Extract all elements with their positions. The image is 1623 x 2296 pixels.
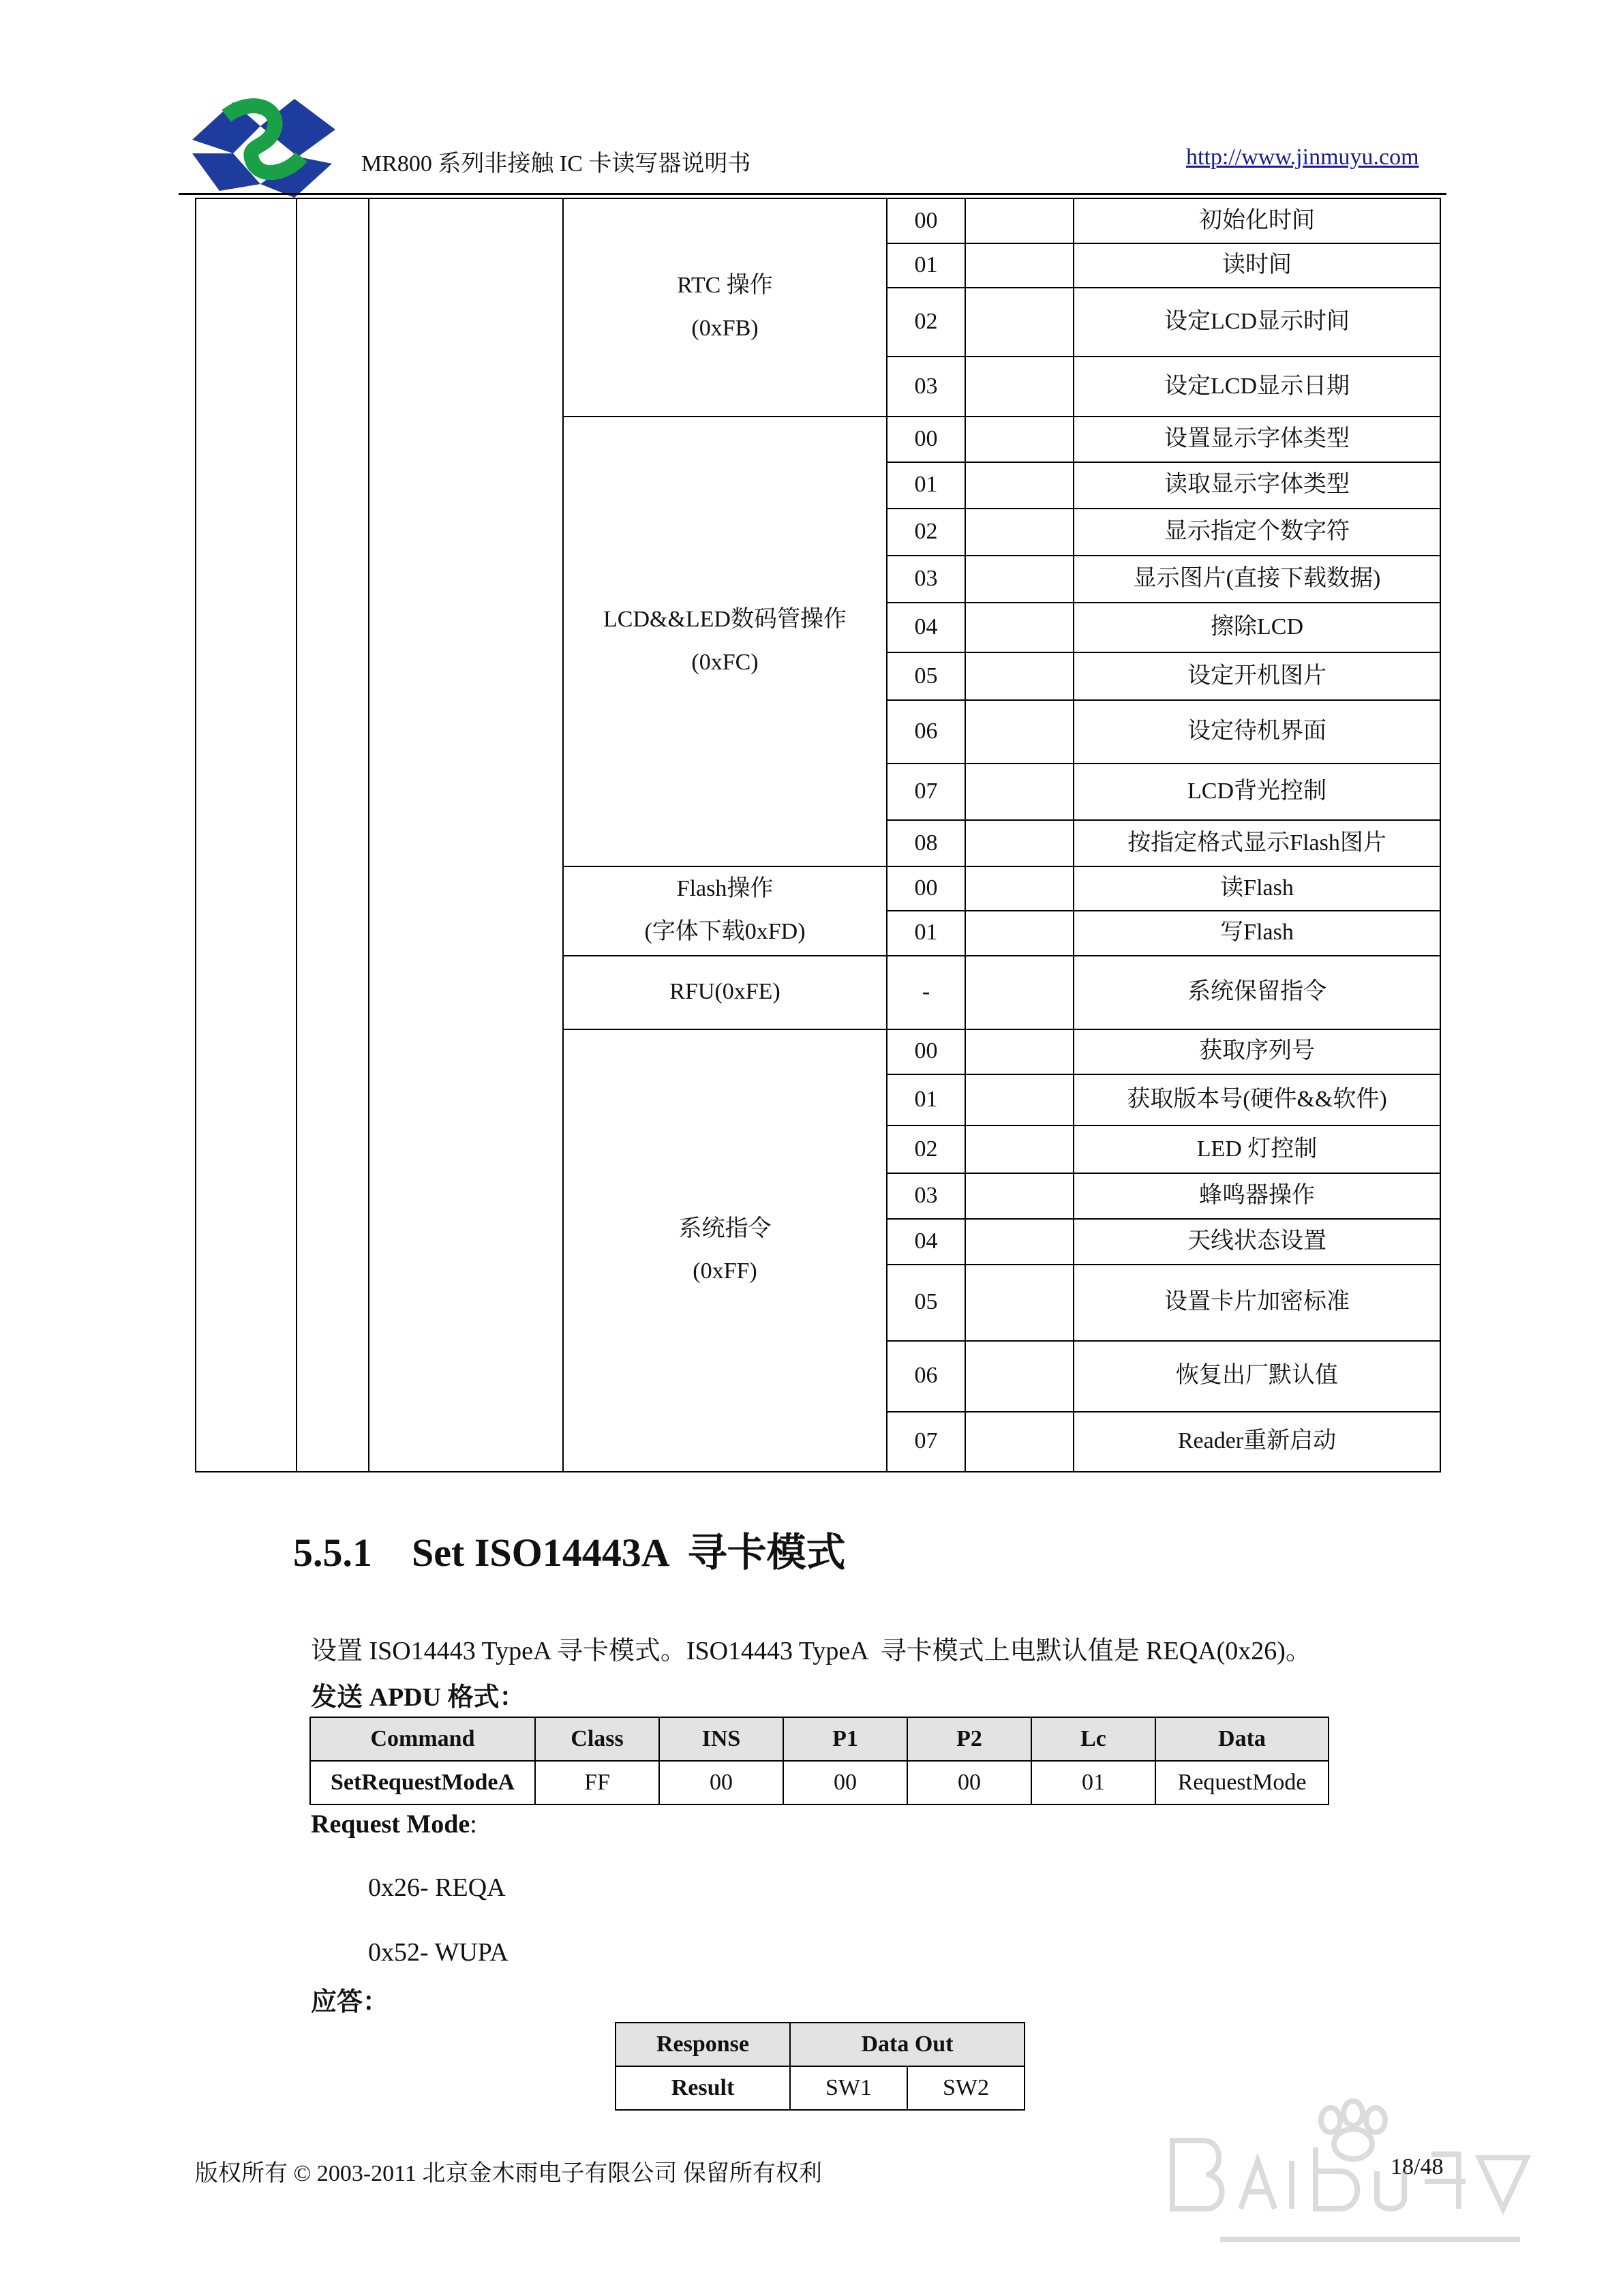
group-cell-system: 系统指令 (0xFF) — [563, 1029, 887, 1472]
table-header-row — [616, 2023, 1025, 2066]
blank-cell — [965, 1029, 1074, 1074]
page-number: 18/48 — [1391, 2154, 1444, 2179]
request-mode-item: 0x52- WUPA — [368, 1938, 509, 1967]
p-code: 01 — [887, 1074, 965, 1126]
p-code: 04 — [887, 603, 965, 652]
p-code: 01 — [887, 462, 965, 509]
p-code: 02 — [887, 288, 965, 357]
p-code: 07 — [887, 764, 965, 820]
intro-paragraph: 设置 ISO14443 TypeA 寻卡模式。ISO14443 TypeA 寻卡模式上电默认值是 REQA(0x26)。 — [311, 1637, 1311, 1665]
website-link[interactable]: http://www.jinmuyu.com — [1186, 145, 1419, 170]
blank-cell — [196, 198, 297, 1472]
command-desc: 蜂鸣器操作 — [1074, 1173, 1440, 1219]
blank-cell — [965, 911, 1074, 956]
command-desc: 恢复出厂默认值 — [1074, 1341, 1440, 1412]
p-code: 01 — [887, 911, 965, 956]
table-cell: 00 — [907, 1761, 1031, 1804]
command-desc: 读取显示字体类型 — [1074, 462, 1440, 509]
group-cell-lcd: LCD&&LED数码管操作 (0xFC) — [563, 417, 887, 866]
p-code: 03 — [887, 357, 965, 417]
blank-cell — [965, 866, 1074, 911]
table-row — [616, 2066, 1025, 2110]
header-divider — [179, 193, 1446, 195]
blank-cell — [965, 1341, 1074, 1412]
command-desc: 写Flash — [1074, 911, 1440, 956]
blank-cell — [965, 764, 1074, 820]
command-desc: 获取版本号(硬件&&软件) — [1074, 1074, 1440, 1126]
p-code: 02 — [887, 1126, 965, 1173]
blank-cell — [965, 357, 1074, 417]
blank-cell — [965, 1412, 1074, 1472]
table-cell: SW2 — [907, 2066, 1025, 2110]
column-header: Command — [310, 1717, 535, 1761]
command-desc: 读时间 — [1074, 243, 1440, 288]
blank-cell — [965, 1173, 1074, 1219]
p-code: 07 — [887, 1412, 965, 1472]
column-header: Class — [535, 1717, 659, 1761]
command-desc: 显示图片(直接下载数据) — [1074, 556, 1440, 603]
p-code: 05 — [887, 652, 965, 700]
p-code: 06 — [887, 700, 965, 764]
blank-cell — [965, 1219, 1074, 1265]
command-table — [195, 198, 1441, 1472]
group-cell-rfu: RFU(0xFE) — [563, 956, 887, 1029]
blank-cell — [965, 820, 1074, 866]
p-code: 08 — [887, 820, 965, 866]
table-cell: 00 — [659, 1761, 783, 1804]
p-code: 00 — [887, 1029, 965, 1074]
blank-cell — [965, 603, 1074, 652]
command-desc: 设定开机图片 — [1074, 652, 1440, 700]
column-header: Lc — [1031, 1717, 1155, 1761]
p-code: 05 — [887, 1265, 965, 1340]
request-mode-label: Request Mode: — [311, 1810, 477, 1839]
p-code: 03 — [887, 556, 965, 603]
command-desc: 获取序列号 — [1074, 1029, 1440, 1074]
blank-cell — [965, 1265, 1074, 1340]
command-desc: 初始化时间 — [1074, 198, 1440, 243]
table-cell: 01 — [1031, 1761, 1155, 1804]
blank-cell — [965, 1074, 1074, 1126]
blank-cell — [965, 956, 1074, 1029]
group-cell-flash: Flash操作 (字体下载0xFD) — [563, 866, 887, 956]
command-desc: 设定LCD显示日期 — [1074, 357, 1440, 417]
p-code: 00 — [887, 417, 965, 462]
request-mode-item: 0x26- REQA — [368, 1873, 506, 1902]
section-heading — [293, 1520, 845, 1577]
column-header: Data — [1155, 1717, 1329, 1761]
p-code: 00 — [887, 198, 965, 243]
command-desc: 按指定格式显示Flash图片 — [1074, 820, 1440, 866]
command-desc: LCD背光控制 — [1074, 764, 1440, 820]
company-logo — [179, 89, 342, 201]
section-number: 5.5.1 — [293, 1530, 372, 1575]
table-cell: SW1 — [790, 2066, 907, 2110]
table-row — [310, 1761, 1329, 1804]
watermark-icon — [1159, 2093, 1541, 2263]
copyright-footer: 版权所有 © 2003-2011 北京金木雨电子有限公司 保留所有权利 — [195, 2161, 822, 2186]
document-title: MR800 系列非接触 IC 卡读写器说明书 — [361, 151, 751, 177]
blank-cell — [965, 243, 1074, 288]
blank-cell — [965, 198, 1074, 243]
p-code: 03 — [887, 1173, 965, 1219]
blank-cell — [965, 1126, 1074, 1173]
p-code: 04 — [887, 1219, 965, 1265]
blank-cell — [369, 198, 563, 1472]
table-cell: Result — [616, 2066, 790, 2110]
command-desc: 天线状态设置 — [1074, 1219, 1440, 1265]
blank-cell — [965, 509, 1074, 556]
table-row — [196, 198, 1440, 243]
response-table — [615, 2022, 1025, 2111]
command-desc: 设定待机界面 — [1074, 700, 1440, 764]
blank-cell — [297, 198, 369, 1472]
command-desc: 显示指定个数字符 — [1074, 509, 1440, 556]
blank-cell — [965, 700, 1074, 764]
p-code: - — [887, 956, 965, 1029]
column-header: INS — [659, 1717, 783, 1761]
command-desc: 设定LCD显示时间 — [1074, 288, 1440, 357]
p-code: 01 — [887, 243, 965, 288]
command-desc: 设置显示字体类型 — [1074, 417, 1440, 462]
blank-cell — [965, 288, 1074, 357]
command-desc: Reader重新启动 — [1074, 1412, 1440, 1472]
p-code: 02 — [887, 509, 965, 556]
table-cell: 00 — [783, 1761, 907, 1804]
apdu-table — [309, 1717, 1329, 1805]
column-header: P1 — [783, 1717, 907, 1761]
command-desc: 系统保留指令 — [1074, 956, 1440, 1029]
command-desc: 设置卡片加密标准 — [1074, 1265, 1440, 1340]
column-header: P2 — [907, 1717, 1031, 1761]
group-cell-rtc: RTC 操作 (0xFB) — [563, 198, 887, 417]
command-desc: 擦除LCD — [1074, 603, 1440, 652]
blank-cell — [965, 652, 1074, 700]
column-header: Response — [616, 2023, 790, 2066]
blank-cell — [965, 417, 1074, 462]
response-label: 应答： — [311, 1988, 389, 2016]
p-code: 06 — [887, 1341, 965, 1412]
table-cell: RequestMode — [1155, 1761, 1329, 1804]
column-header: Data Out — [790, 2023, 1025, 2066]
section-title: Set ISO14443A 寻卡模式 — [412, 1530, 846, 1575]
command-desc: 读Flash — [1074, 866, 1440, 911]
send-apdu-label: 发送 APDU 格式： — [311, 1683, 526, 1712]
table-header-row — [310, 1717, 1329, 1761]
blank-cell — [965, 462, 1074, 509]
command-desc: LED 灯控制 — [1074, 1126, 1440, 1173]
blank-cell — [965, 556, 1074, 603]
table-cell: SetRequestModeA — [310, 1761, 535, 1804]
table-cell: FF — [535, 1761, 659, 1804]
p-code: 00 — [887, 866, 965, 911]
